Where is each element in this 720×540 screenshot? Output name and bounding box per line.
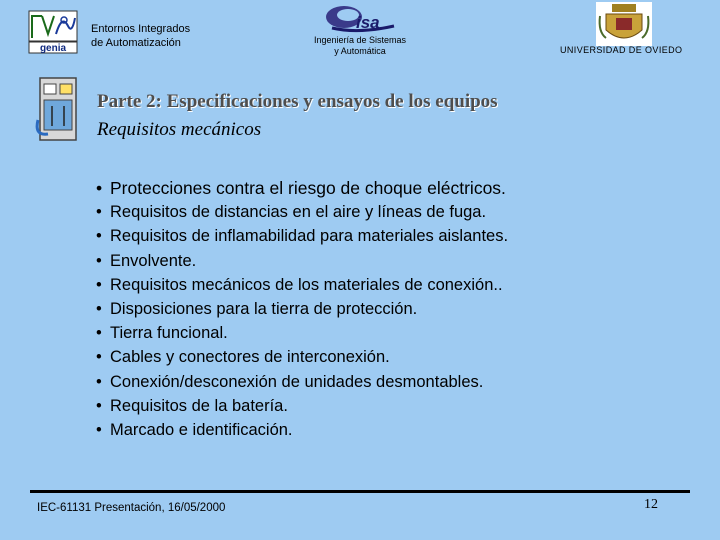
bullet-text: Protecciones contra el riesgo de choque eléctricos.	[110, 178, 506, 198]
bullet-symbol: •	[96, 275, 102, 294]
bullet-text: Disposiciones para la tierra de protección.	[110, 299, 418, 318]
bullet-symbol: •	[96, 396, 102, 415]
header-center-text	[300, 35, 420, 57]
header-left-line2: de Automatización	[91, 37, 181, 49]
bullet-item	[96, 297, 508, 321]
slide-subtitle: Requisitos mecánicos	[97, 119, 262, 140]
header-left-line1: Entornos Integrados	[91, 23, 191, 35]
slide-title: Parte 2: Especificaciones y ensayos de los equipos	[97, 91, 498, 112]
university-crest-icon	[596, 2, 652, 46]
bullet-item	[96, 224, 508, 248]
header-center-line2: y Automática	[334, 46, 386, 56]
bullet-text: Requisitos de inflamabilidad para materiales aislantes.	[110, 227, 509, 246]
equipment-cabinet-icon	[34, 76, 82, 142]
header-center-line1: Ingeniería de Sistemas	[313, 35, 407, 45]
bullet-item	[96, 394, 508, 418]
bullet-text: Tierra funcional.	[110, 324, 228, 343]
bullet-text: Cables y conectores de interconexión.	[110, 348, 390, 367]
bullet-symbol: •	[96, 178, 103, 198]
page-number: 12	[644, 497, 658, 512]
header-left-text	[91, 22, 190, 50]
isa-logo	[318, 4, 398, 34]
footer-text: IEC-61131 Presentación, 16/05/2000	[37, 502, 226, 514]
bullet-item	[96, 321, 508, 345]
footer-divider	[30, 490, 690, 493]
bullet-symbol: •	[96, 420, 102, 439]
bullet-symbol: •	[96, 299, 102, 318]
bullet-symbol: •	[96, 348, 102, 367]
bullet-text: Envolvente.	[110, 251, 197, 270]
bullet-text: Requisitos mecánicos de los materiales de conexión..	[110, 275, 503, 294]
bullet-list	[96, 176, 508, 442]
bullet-item	[96, 370, 508, 394]
genia-logo	[28, 10, 78, 54]
bullet-item	[96, 249, 508, 273]
bullet-item	[96, 418, 508, 442]
university-name: UNIVERSIDAD DE OVIEDO	[560, 45, 683, 55]
bullet-symbol: •	[96, 227, 102, 246]
bullet-symbol: •	[96, 324, 102, 343]
bullet-text: Conexión/desconexión de unidades desmontables.	[110, 372, 484, 391]
bullet-text: Requisitos de distancias en el aire y líneas de fuga.	[110, 203, 487, 222]
bullet-text: Marcado e identificación.	[110, 420, 293, 439]
bullet-symbol: •	[96, 203, 102, 222]
bullet-item	[96, 200, 508, 224]
bullet-item	[96, 345, 508, 369]
bullet-symbol: •	[96, 372, 102, 391]
bullet-text: Requisitos de la batería.	[110, 396, 288, 415]
bullet-symbol: •	[96, 251, 102, 270]
bullet-item	[96, 176, 508, 200]
bullet-item	[96, 273, 508, 297]
genia-logo-text: genia	[39, 43, 67, 54]
isa-logo-text: isa	[356, 13, 380, 32]
